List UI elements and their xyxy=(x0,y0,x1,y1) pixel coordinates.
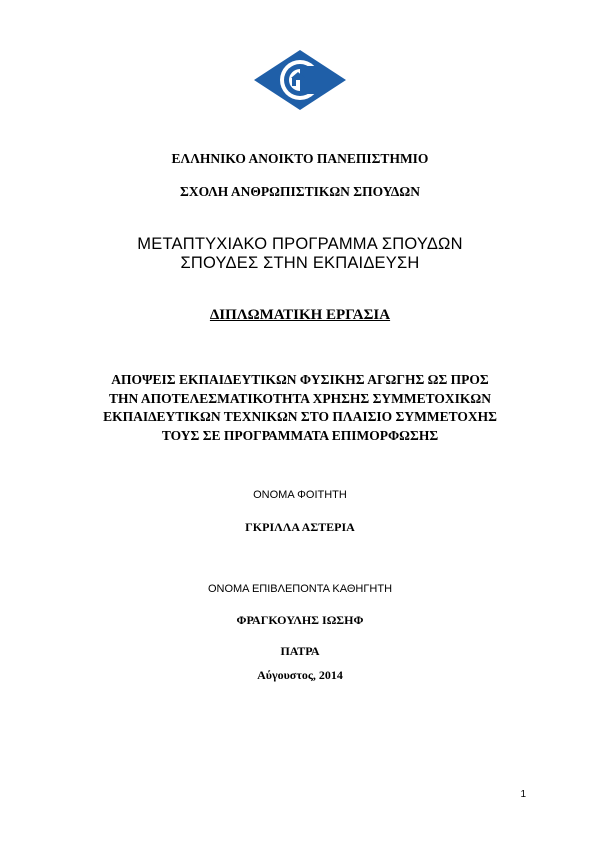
university-logo-icon xyxy=(252,48,348,112)
program-name-line-2: ΣΠΟΥΔΕΣ ΣΤΗΝ ΕΚΠΑΙΔΕΥΣΗ xyxy=(180,254,420,272)
student-label: ΟΝΟΜΑ ΦΟΙΤΗΤΗ xyxy=(253,489,347,501)
supervisor-name: ΦΡΑΓΚΟΥΛΗΣ ΙΩΣΗΦ xyxy=(236,613,364,627)
thesis-title-line-1: ΑΠΟΨΕΙΣ ΕΚΠΑΙΔΕΥΤΙΚΩΝ ΦΥΣΙΚΗΣ ΑΓΩΓΗΣ ΩΣ ΠΡΟΣ xyxy=(111,372,489,387)
thesis-title-line-3: ΕΚΠΑΙΔΕΥΤΙΚΩΝ ΤΕΧΝΙΚΩΝ ΣΤΟ ΠΛΑΙΣΙΟ ΣΥΜΜΕΤΟΧΗΣ xyxy=(103,409,497,424)
page-number: 1 xyxy=(520,789,526,800)
thesis-title-line-4: ΤΟΥΣ ΣΕ ΠΡΟΓΡΑΜΜΑΤΑ ΕΠΙΜΟΡΦΩΣΗΣ xyxy=(161,428,439,443)
thesis-title-line-2: ΤΗΝ ΑΠΟΤΕΛΕΣΜΑΤΙΚΟΤΗΤΑ ΧΡΗΣΗΣ ΣΥΜΜΕΤΟΧΙΚΩΝ xyxy=(108,391,491,406)
thesis-label: ΔΙΠΛΩΜΑΤΙΚΗ ΕΡΓΑΣΙΑ xyxy=(209,307,391,323)
student-name: ΓΚΡΙΛΛΑ ΑΣΤΕΡΙΑ xyxy=(245,520,355,534)
school-name: ΣΧΟΛΗ ΑΝΘΡΩΠΙΣΤΙΚΩΝ ΣΠΟΥΔΩΝ xyxy=(180,184,420,199)
university-name: ΕΛΛΗΝΙΚΟ ΑΝΟΙΚΤΟ ΠΑΝΕΠΙΣΤΗΜΙΟ xyxy=(171,151,429,166)
date: Αύγουστος, 2014 xyxy=(257,668,343,682)
program-name-line-1: ΜΕΤΑΠΤΥΧΙΑΚΟ ΠΡΟΓΡΑΜΜΑ ΣΠΟΥΔΩΝ xyxy=(137,235,463,253)
city: ΠΑΤΡΑ xyxy=(280,644,320,658)
supervisor-label: ΟΝΟΜΑ ΕΠΙΒΛΕΠΟΝΤΑ ΚΑΘΗΓΗΤΗ xyxy=(207,583,393,595)
